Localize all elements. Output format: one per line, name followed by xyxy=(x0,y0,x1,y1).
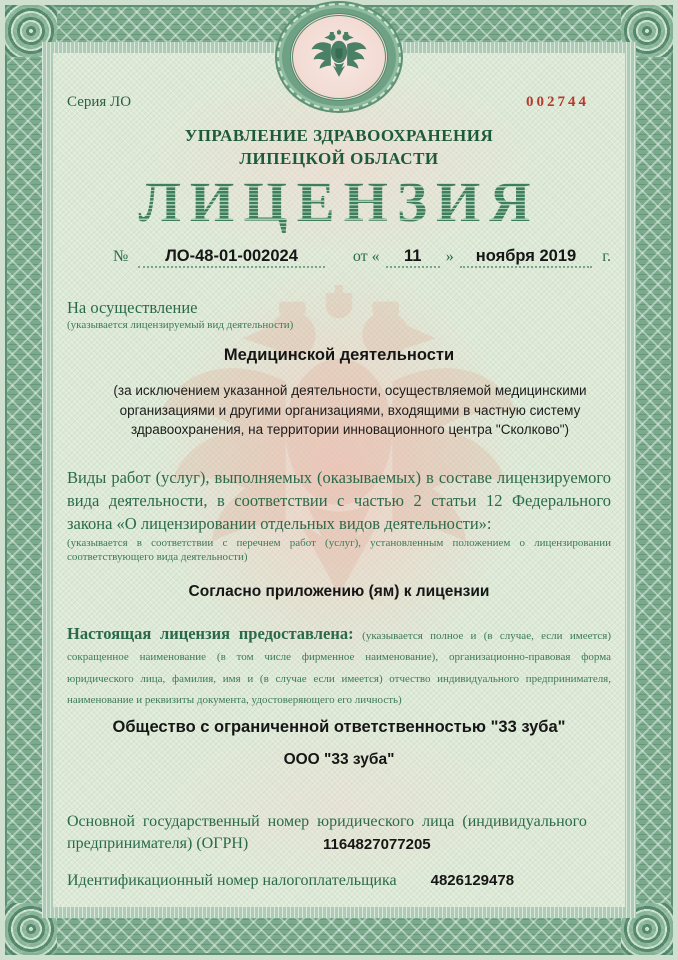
top-medallion xyxy=(277,3,401,111)
ogrn-label-line2: предпринимателя) (ОГРН) xyxy=(67,835,249,853)
activity-intro: На осуществление xyxy=(67,297,198,317)
ogrn-label-line1: Основной государственный номер юридического лица (индивидуального xyxy=(67,813,587,830)
inn-value: 4826129478 xyxy=(430,871,515,889)
works-value: Согласно приложению (ям) к лицензии xyxy=(188,582,490,600)
ogrn-value: 1164827077205 xyxy=(323,836,431,853)
authority-line1: УПРАВЛЕНИЕ ЗДРАВООХРАНЕНИЯ xyxy=(184,126,494,145)
certificate-content xyxy=(55,52,623,908)
issuing-authority xyxy=(67,125,611,171)
number-sign: № xyxy=(113,247,129,265)
license-number-row xyxy=(113,247,611,268)
license-number-value: ЛО-48-01-002024 xyxy=(138,247,325,268)
activity-intro-note: (указывается лицензируемый вид деятельности) xyxy=(67,318,294,331)
grantee-paragraph xyxy=(67,623,611,710)
authority-line2: ЛИПЕЦКОЙ ОБЛАСТИ xyxy=(239,148,439,168)
document-title: ЛИЦЕНЗИЯ xyxy=(67,173,611,233)
date-month-year-value: ноября 2019 xyxy=(460,247,592,268)
works-paragraph: Виды работ (услуг), выполняемых (оказываемых) в составе лицензируемого вида деятельности, в соответствии с частью 2 статьи 12 Федерального закона «О лицензировании отдельных видов деятельности»: xyxy=(67,467,611,533)
activity-exception: (за исключением указанной деятельности, осуществляемой медицинскими организациями и другими организациями, входящими в частную систему здравоохранения, на территории инновационного центра "Сколково") xyxy=(113,383,587,438)
coat-of-arms-icon xyxy=(290,13,388,101)
date-day-value: 11 xyxy=(386,247,440,268)
grantee-label: Настоящая лицензия предоставлена: xyxy=(67,623,354,643)
serial-number: 002744 xyxy=(526,94,589,110)
date-close-quote: » xyxy=(445,247,454,265)
works-note: (указывается в соответствии с перечнем работ (услуг), установленным положением о лицензировании соответствующего вида деятельности) xyxy=(67,536,611,564)
date-from-label: от « xyxy=(352,247,380,265)
ogrn-block xyxy=(67,811,611,856)
inn-row xyxy=(67,872,611,890)
grantee-note: (указывается полное и (в случае, если имеется) сокращенное наименование (в том числе фирменное наименование), организационно-правовая форма юридического лица, фамилия, имя и (в случае если имеется) отчество индивидуального предпринимателя, наименование и реквизиты документа, удостоверяющего его личность) xyxy=(67,629,612,707)
inn-label: Идентификационный номер налогоплательщика xyxy=(67,871,397,889)
series-label: Серия ЛО xyxy=(67,94,132,110)
grantee-full-name: Общество с ограниченной ответственностью "33 зуба" xyxy=(112,717,566,736)
activity-type: Медицинской деятельности xyxy=(223,346,455,365)
year-suffix: г. xyxy=(602,247,611,265)
grantee-short-name: ООО "33 зуба" xyxy=(283,750,395,768)
registration-numbers xyxy=(67,811,611,890)
